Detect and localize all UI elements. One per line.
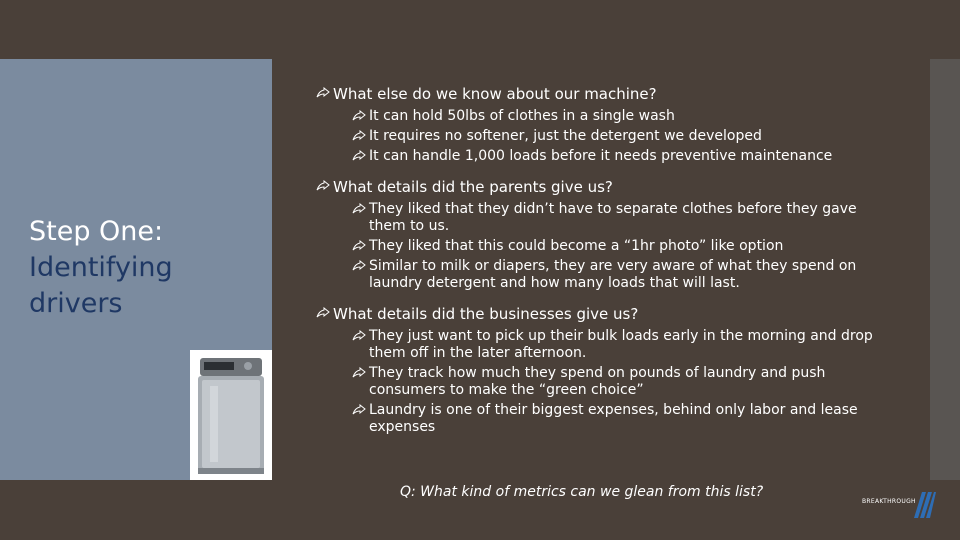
list-item-text: They just want to pick up their bulk loads early in the morning and drop them off in the later afternoon. [369, 328, 873, 361]
list-item [352, 328, 876, 362]
bullet-glyph-icon [352, 150, 369, 164]
bullet-glyph-icon [352, 240, 369, 254]
washing-machine-image [190, 350, 272, 480]
bullet-glyph-icon [352, 367, 369, 381]
washing-machine-icon [190, 350, 272, 480]
list-item [352, 402, 876, 436]
list-item-text: They liked that this could become a “1hr photo” like option [369, 238, 784, 254]
section-question [316, 304, 876, 324]
bullet-glyph-icon [352, 203, 369, 217]
section-machine [316, 84, 876, 165]
list-item-text: It can handle 1,000 loads before it needs preventive maintenance [369, 148, 833, 164]
bullet-glyph-icon [316, 180, 333, 194]
logo-name: BREAKTHROUGH [862, 498, 916, 505]
title-line-1: Step One: [29, 216, 164, 247]
right-accent-strip [930, 59, 960, 480]
list-item [352, 365, 876, 399]
list-item-text: They liked that they didn’t have to separate clothes before they gave them to us. [369, 201, 857, 234]
list-item-text: They track how much they spend on pounds of laundry and push consumers to make the “green choice” [369, 365, 826, 398]
bullet-glyph-icon [316, 87, 333, 101]
logo-stripes-icon [914, 490, 936, 520]
section-question [316, 84, 876, 104]
bullet-glyph-icon [352, 110, 369, 124]
bullet-glyph-icon [352, 404, 369, 418]
list-item [352, 201, 876, 235]
slide-title [29, 214, 269, 322]
section-parents [316, 177, 876, 292]
list-item-text: It can hold 50lbs of clothes in a single wash [369, 108, 675, 124]
company-logo [862, 490, 938, 520]
list-item [352, 128, 876, 145]
section-businesses [316, 304, 876, 436]
footer-question: Q: What kind of metrics can we glean from this list? [400, 484, 764, 500]
content-area [316, 84, 876, 439]
list-item-text: Laundry is one of their biggest expenses, behind only labor and lease expenses [369, 402, 858, 435]
bullet-glyph-icon [316, 307, 333, 321]
list-item [352, 238, 876, 255]
bullet-glyph-icon [352, 330, 369, 344]
bullet-glyph-icon [352, 260, 369, 274]
list-item [352, 258, 876, 292]
list-item [352, 148, 876, 165]
question-text: What details did the businesses give us? [333, 305, 639, 323]
list-item [352, 108, 876, 125]
question-text: What details did the parents give us? [333, 178, 613, 196]
list-item-text: Similar to milk or diapers, they are very aware of what they spend on laundry detergent and how many loads that will last. [369, 258, 857, 291]
list-item-text: It requires no softener, just the detergent we developed [369, 128, 762, 144]
title-line-2: Identifying drivers [29, 252, 173, 319]
section-question [316, 177, 876, 197]
bullet-glyph-icon [352, 130, 369, 144]
question-text: What else do we know about our machine? [333, 85, 657, 103]
